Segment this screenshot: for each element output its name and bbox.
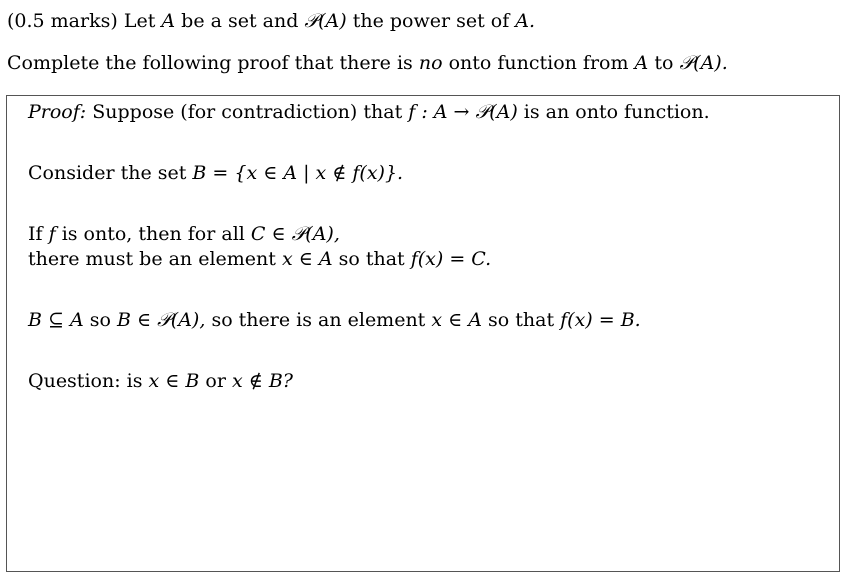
proof-line-4: there must be an element x ∈ A so that f(x) = C.: [28, 248, 492, 270]
proof-line-3: If f is onto, then for all C ∈ 𝒫(A),: [28, 223, 340, 245]
emphasis-no: no: [418, 52, 443, 74]
proof-line-2: Consider the set B = {x ∈ A | x ∉ f(x)}.: [28, 162, 404, 184]
marks-label: (0.5 marks): [7, 10, 118, 32]
proof-line-1: Proof: Suppose (for contradiction) that f : A → 𝒫(A) is an onto function.: [28, 101, 710, 123]
proof-question-line: Question: is x ∈ B or x ∉ B?: [28, 370, 293, 392]
question-statement: (0.5 marks) Let A be a set and 𝒫(A) the power set of A.: [7, 10, 536, 32]
proof-line-5: B ⊆ A so B ∈ 𝒫(A), so there is an element x ∈ A so that f(x) = B.: [28, 309, 641, 331]
proof-label: Proof:: [28, 101, 87, 123]
instruction-text: Complete the following proof that there is no onto function from A to 𝒫(A).: [7, 52, 728, 74]
power-set-symbol: 𝒫(A): [304, 10, 347, 32]
question-label: Question:: [28, 370, 121, 392]
